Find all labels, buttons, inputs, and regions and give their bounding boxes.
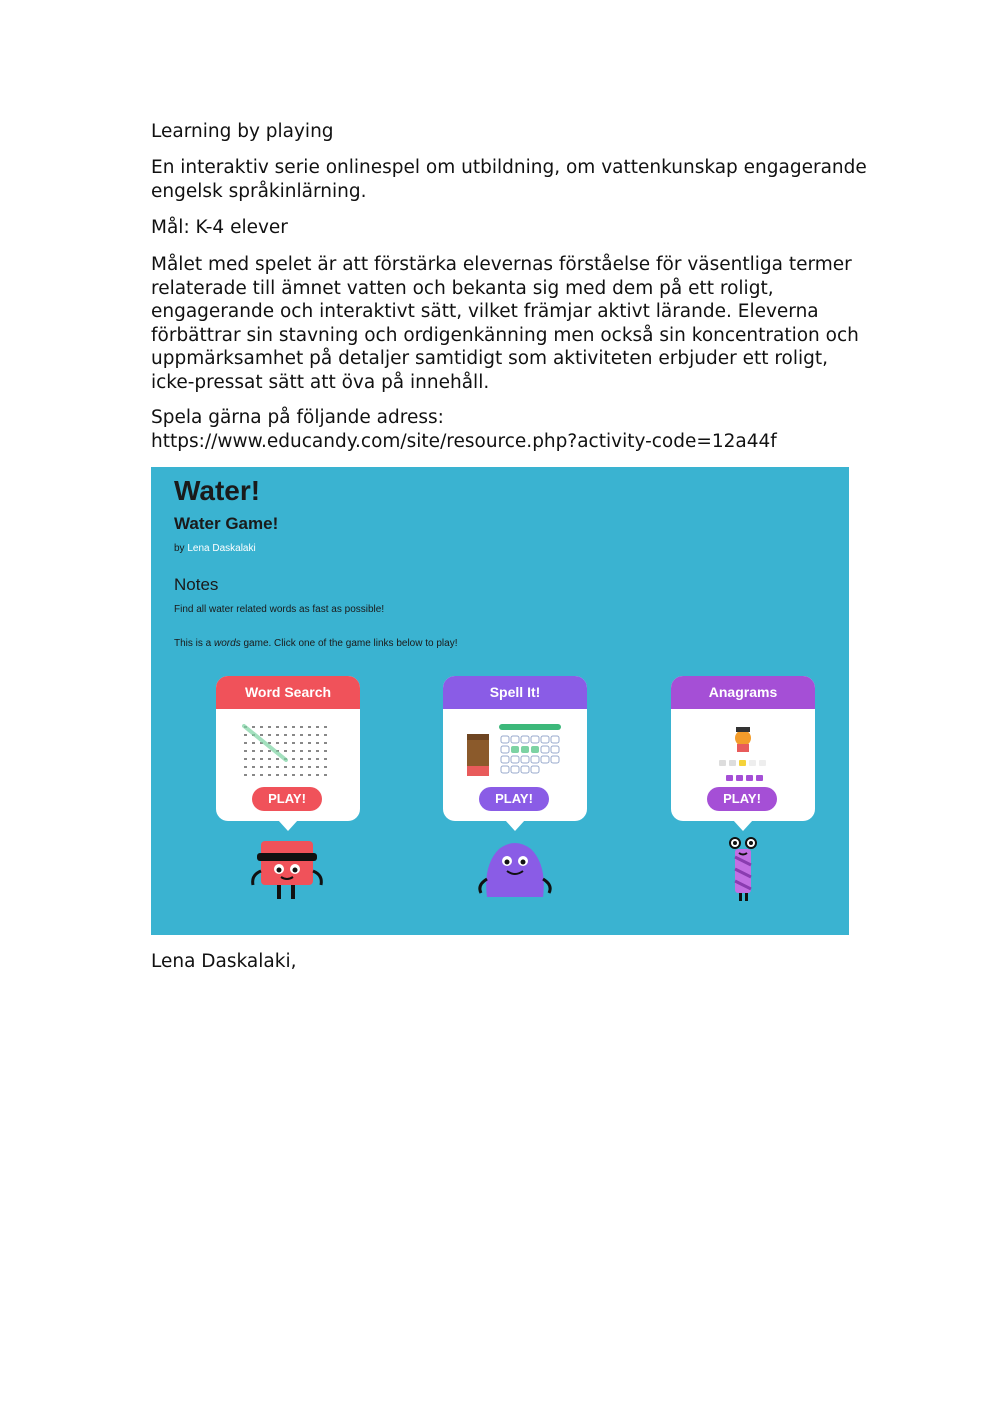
red-block-mascot-icon — [247, 835, 327, 903]
card-label: Anagrams — [671, 676, 815, 709]
note-2-suffix: game. Click one of the game links below to play! — [243, 638, 458, 649]
intro-paragraph: En interaktiv serie onlinespel om utbildning, om vattenkunskap engagerande engelsk språkinlärning. — [151, 157, 867, 202]
note-line-2 — [174, 638, 457, 649]
byline-prefix: by — [174, 543, 185, 554]
document-author: Lena Daskalaki, — [151, 951, 297, 972]
card-pointer — [733, 820, 753, 831]
byline-author-link[interactable]: Lena Daskalaki — [187, 543, 256, 554]
game-title: Water! — [174, 475, 261, 506]
game-url[interactable]: https://www.educandy.com/site/resource.php?activity-code=12a44f — [151, 430, 777, 452]
play-address-paragraph — [151, 406, 871, 453]
card-label: Word Search — [216, 676, 360, 709]
play-button-anagrams[interactable]: PLAY! — [707, 787, 777, 811]
note-2-word: words — [214, 638, 241, 649]
purple-pencil-mascot-icon — [719, 835, 767, 903]
note-line-1: Find all water related words as fast as possible! — [174, 604, 385, 615]
card-anagrams[interactable] — [671, 676, 815, 821]
card-spell-it[interactable] — [443, 676, 587, 821]
spell-it-icon — [443, 712, 587, 784]
game-screenshot — [151, 467, 849, 935]
word-search-grid-icon — [216, 712, 360, 784]
goal-line: Mål: K-4 elever — [151, 217, 288, 238]
description-paragraph: Målet med spelet är att förstärka elevernas förståelse för väsentliga termer relaterade till ämnet vatten och bekanta sig med dem på ett roligt, engagerande och interaktivt sätt, vilket främjar aktivt lärande. Eleverna förbättrar sin stavning och ordigenkänning men också sin koncentration och uppmärksamhet på detaljer samtidigt som aktiviteten erbjuder ett roligt, icke-pressat sätt att öva på innehåll. — [151, 254, 859, 393]
game-subtitle: Water Game! — [174, 514, 279, 533]
card-pointer — [278, 820, 298, 831]
play-prompt: Spela gärna på följande adress: — [151, 407, 444, 428]
card-word-search[interactable] — [216, 676, 360, 821]
game-byline — [174, 543, 256, 554]
anagrams-icon — [671, 712, 815, 784]
card-pointer — [505, 820, 525, 831]
play-button-spell-it[interactable]: PLAY! — [479, 787, 549, 811]
card-label: Spell It! — [443, 676, 587, 709]
purple-blob-mascot-icon — [475, 835, 555, 903]
play-button-word-search[interactable]: PLAY! — [252, 787, 322, 811]
note-2-prefix: This is a — [174, 638, 212, 649]
notes-heading: Notes — [174, 575, 219, 594]
document-title: Learning by playing — [151, 121, 334, 142]
